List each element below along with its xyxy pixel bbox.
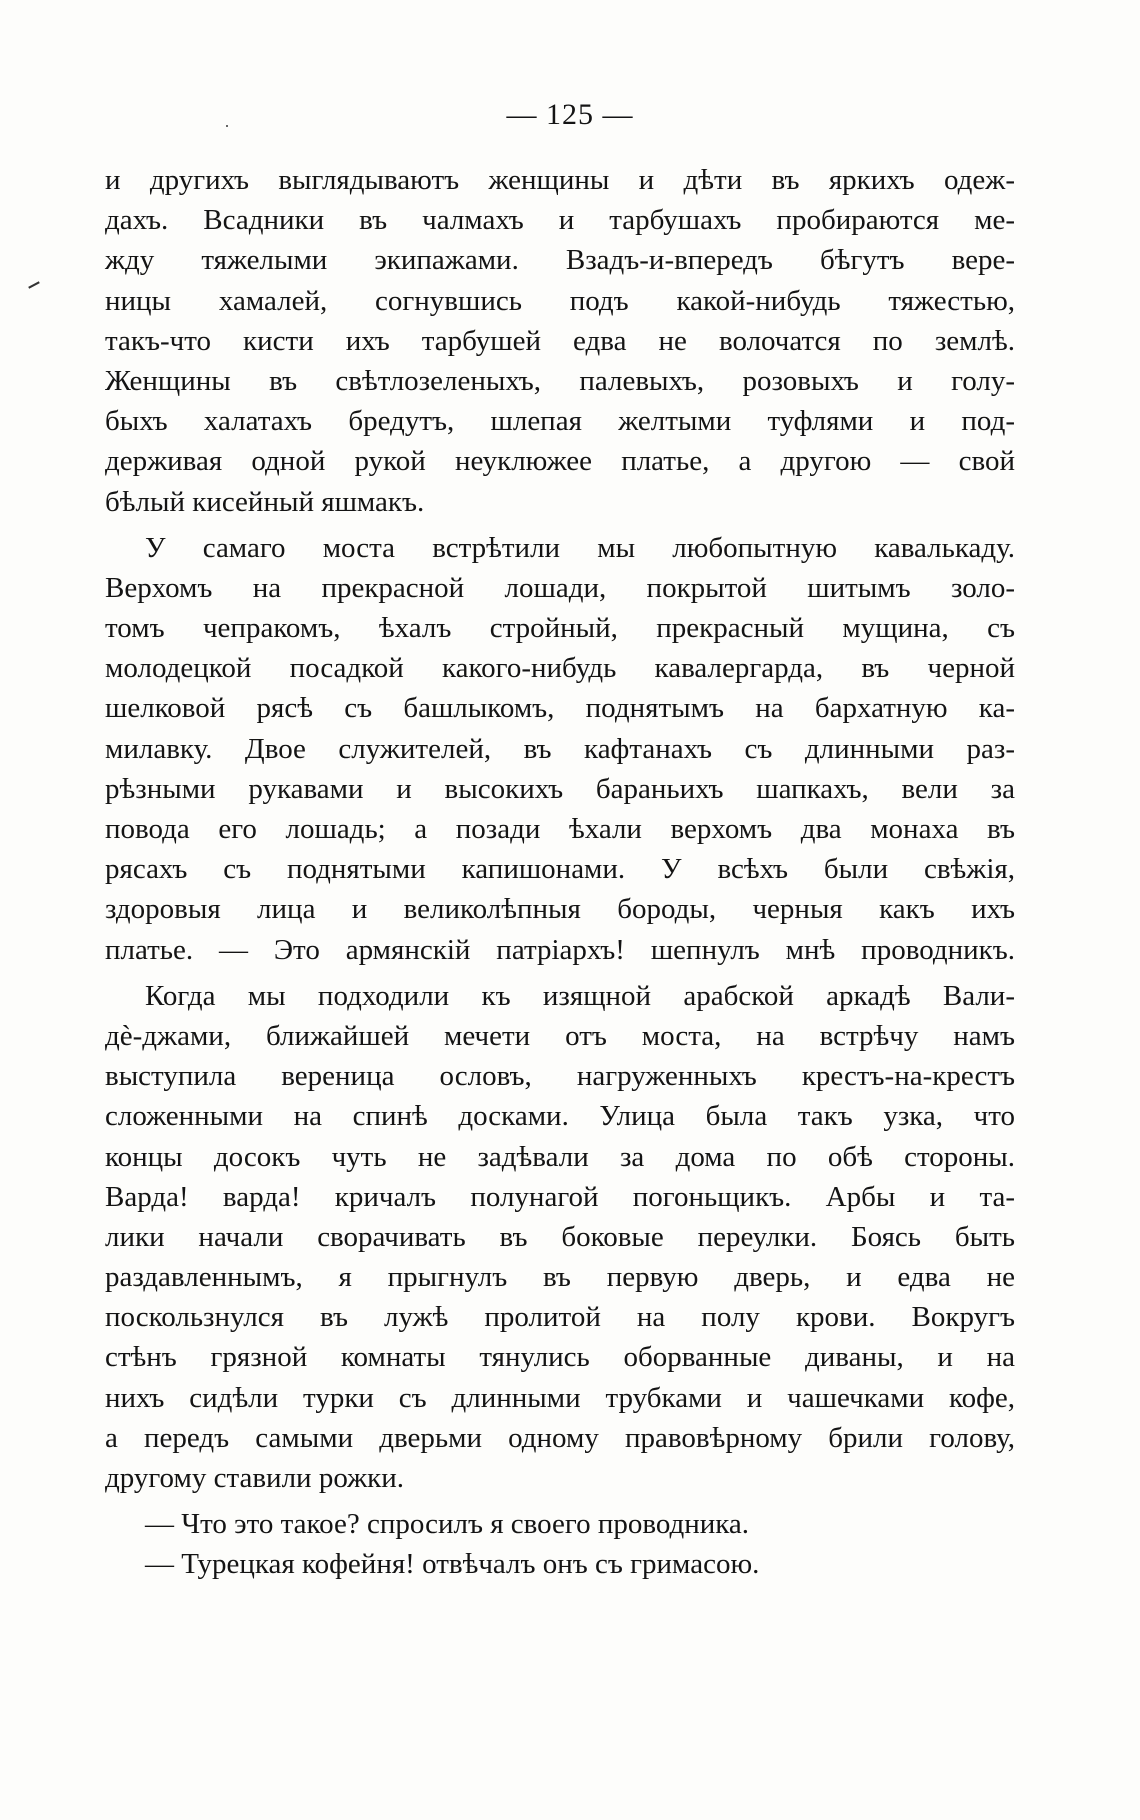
text-line: и другихъ выглядываютъ женщины и дѣти въ яркихъ одеж- xyxy=(105,164,1015,196)
text-line: милавку. Двое служителей, въ кафтанахъ съ длинными раз- xyxy=(105,732,1015,765)
text-line: молодецкой посадкой какого-нибудь кавалергарда, въ черной xyxy=(105,652,1015,685)
body-text xyxy=(105,160,1015,1585)
text-line: рѣзными рукавами и высокихъ бараньихъ шапкахъ, вели за xyxy=(105,772,1015,805)
text-line: Женщины въ свѣтлозеленыхъ, палевыхъ, розовыхъ и голу- xyxy=(105,364,1015,397)
text-line: поскользнулся въ лужѣ пролитой на полу крови. Вокругъ xyxy=(105,1301,1015,1334)
text-line: Когда мы подходили къ изящной арабской аркадѣ Вали- xyxy=(145,979,1015,1012)
text-line: стѣнъ грязной комнаты тянулись оборванные диваны, и на xyxy=(105,1341,1015,1374)
text-line: платье. — Это армянскій патріархъ! шепнулъ мнѣ проводникъ. xyxy=(105,933,1015,966)
text-line: раздавленнымъ, я прыгнулъ въ первую дверь, и едва не xyxy=(105,1261,1015,1294)
text-line: здоровыя лица и великолѣпныя бороды, черныя какъ ихъ xyxy=(105,893,1015,926)
text-line: сложенными на спинѣ досками. Улица была такъ узка, что xyxy=(105,1100,1015,1133)
dialogue-line xyxy=(105,1544,1015,1584)
text-line: Варда! варда! кричалъ полунагой погоньщикъ. Арбы и та- xyxy=(105,1180,1015,1213)
text-line: концы досокъ чуть не задѣвали за дома по обѣ стороны. xyxy=(105,1140,1015,1173)
dialogue-line xyxy=(105,1504,1015,1544)
text-line: а передъ самыми дверьми одному правовѣрному брили голову, xyxy=(105,1421,1015,1454)
text-line: — Турецкая кофейня! отвѣчалъ онъ съ гримасою. xyxy=(145,1548,760,1581)
text-line: У самаго моста встрѣтили мы любопытную кавалькаду. xyxy=(145,531,1015,564)
text-line: другому ставили рожки. xyxy=(105,1462,404,1494)
margin-pencil-mark xyxy=(28,281,40,288)
text-line: дахъ. Всадники въ чалмахъ и тарбушахъ пробираются ме- xyxy=(105,204,1015,237)
text-line: жду тяжелыми экипажами. Взадъ-и-впередъ бѣгутъ вере- xyxy=(105,244,1015,277)
text-line: рясахъ съ поднятыми капишонами. У всѣхъ были свѣжія, xyxy=(105,853,1015,886)
text-line: ницы хамалей, согнувшись подъ какой-нибудь тяжестью, xyxy=(105,284,1015,317)
text-line: выступила вереница ословъ, нагруженныхъ крестъ-на-крестъ xyxy=(105,1060,1015,1093)
text-line: бѣлый кисейный яшмакъ. xyxy=(105,485,425,518)
text-line: быхъ халатахъ бредутъ, шлепая желтыми туфлями и под- xyxy=(105,405,1015,438)
text-line: нихъ сидѣли турки съ длинными трубками и чашечками кофе, xyxy=(105,1381,1015,1414)
page-number: — 125 — xyxy=(506,98,634,131)
text-line: повода его лошадь; а позади ѣхали верхомъ два монаха въ xyxy=(105,813,1015,845)
text-line: — Что это такое? спросилъ я своего проводника. xyxy=(145,1508,750,1541)
text-line: лики начали сворачивать въ боковые переулки. Боясь быть xyxy=(105,1220,1015,1253)
text-line: дè-джами, ближайшей мечети отъ моста, на встрѣчу намъ xyxy=(105,1019,1015,1052)
text-line: шелковой рясѣ съ башлыкомъ, поднятымъ на бархатную ка- xyxy=(105,692,1015,725)
paragraph xyxy=(105,528,1015,970)
text-line: Верхомъ на прекрасной лошади, покрытой шитымъ золо- xyxy=(105,571,1015,604)
text-line: томъ чепракомъ, ѣхалъ стройный, прекрасный мущина, съ xyxy=(105,612,1015,645)
paragraph xyxy=(105,160,1015,522)
text-line: держивая одной рукой неуклюжее платье, а другою — свой xyxy=(105,445,1015,478)
text-line: такъ-что кисти ихъ тарбушей едва не волочатся по землѣ. xyxy=(105,324,1015,357)
paragraph xyxy=(105,976,1015,1498)
